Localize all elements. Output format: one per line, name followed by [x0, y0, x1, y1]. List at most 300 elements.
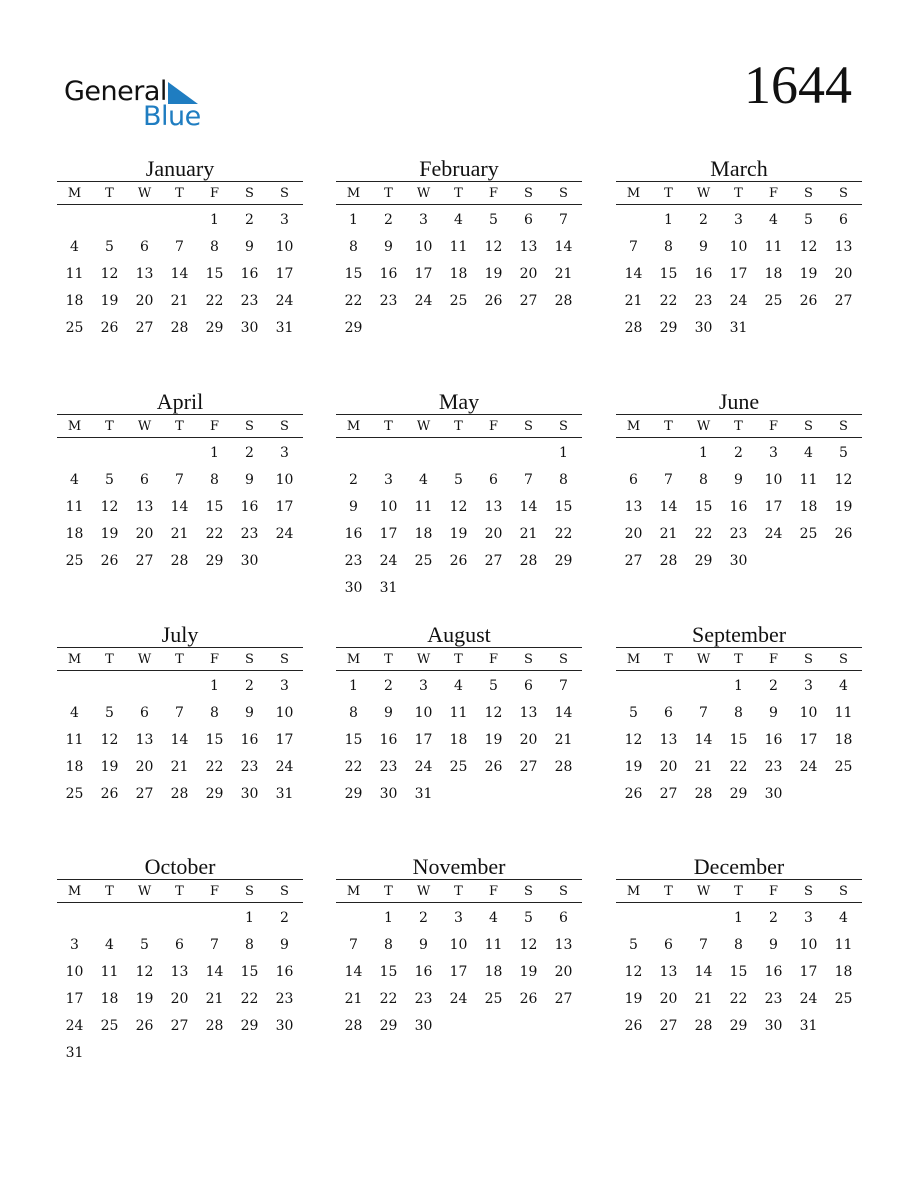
day-cell: 29 [205, 553, 224, 569]
day-cell: 25 [449, 293, 468, 309]
day-cell: 21 [659, 526, 678, 542]
empty-day-cell [616, 905, 651, 932]
day-cell: 28 [554, 293, 573, 309]
day-cell: 24 [275, 526, 294, 542]
weekday-header: W [137, 883, 152, 899]
day-cell: 12 [519, 937, 538, 953]
weekday-header-row [57, 181, 303, 205]
day-cell: 5 [105, 705, 114, 721]
weekday-header: S [839, 651, 848, 667]
weekday-header: T [384, 185, 393, 201]
day-cell: 5 [629, 705, 638, 721]
day-cell: 19 [100, 526, 119, 542]
day-cell: 14 [170, 266, 189, 282]
day-cell: 30 [414, 1018, 433, 1034]
day-cell: 1 [349, 678, 358, 694]
day-cell: 12 [624, 732, 643, 748]
month-name: November [412, 854, 506, 879]
day-cell: 21 [170, 526, 189, 542]
day-cell: 9 [384, 705, 393, 721]
day-cell: 6 [839, 212, 848, 228]
day-cell: 7 [175, 705, 184, 721]
day-cell: 2 [384, 678, 393, 694]
day-cell: 14 [694, 732, 713, 748]
day-cell: 2 [384, 212, 393, 228]
day-cell: 12 [484, 705, 503, 721]
day-cell: 15 [240, 964, 259, 980]
weekday-header-row [336, 647, 582, 671]
month-name: March [710, 156, 768, 181]
weekday-header: M [67, 883, 82, 899]
weekday-header: F [488, 651, 499, 667]
day-cell: 22 [344, 293, 363, 309]
day-cell: 23 [240, 293, 259, 309]
day-cell: 31 [414, 786, 433, 802]
day-cell: 6 [489, 472, 498, 488]
day-cell: 11 [449, 239, 468, 255]
day-cell: 22 [205, 759, 224, 775]
day-cell: 15 [729, 964, 748, 980]
day-cell: 5 [524, 910, 533, 926]
day-cell: 15 [554, 499, 573, 515]
weekday-header-row [336, 879, 582, 903]
empty-day-cell [162, 673, 197, 700]
weekday-header: S [559, 883, 568, 899]
day-cell: 25 [100, 1018, 119, 1034]
day-cell: 19 [484, 266, 503, 282]
day-cell: 11 [484, 937, 503, 953]
day-cell: 18 [100, 991, 119, 1007]
day-cell: 6 [175, 937, 184, 953]
day-cell: 11 [834, 937, 853, 953]
day-cell: 26 [624, 786, 643, 802]
day-cell: 18 [65, 293, 84, 309]
day-cell: 15 [694, 499, 713, 515]
weekday-header: W [696, 418, 711, 434]
day-cell: 18 [834, 964, 853, 980]
weekday-header: M [346, 185, 361, 201]
day-cell: 13 [659, 964, 678, 980]
day-cell: 24 [729, 293, 748, 309]
day-cell: 4 [105, 937, 114, 953]
day-cell: 21 [554, 732, 573, 748]
day-cell: 17 [764, 499, 783, 515]
day-cell: 29 [729, 1018, 748, 1034]
day-cell: 3 [280, 678, 289, 694]
day-cell: 28 [519, 553, 538, 569]
day-cell: 28 [170, 553, 189, 569]
day-cell: 22 [659, 293, 678, 309]
day-cell: 11 [414, 499, 433, 515]
day-cell: 21 [694, 759, 713, 775]
day-cell: 9 [245, 239, 254, 255]
day-cell: 10 [799, 705, 818, 721]
day-cell: 19 [484, 732, 503, 748]
month-name: October [144, 854, 216, 879]
day-grid [616, 671, 862, 808]
day-cell: 22 [554, 526, 573, 542]
day-cell: 30 [344, 580, 363, 596]
weekday-header: F [209, 651, 220, 667]
day-cell: 17 [275, 732, 294, 748]
day-cell: 14 [519, 499, 538, 515]
empty-day-cell [406, 440, 441, 467]
logo [64, 78, 214, 134]
day-cell: 2 [349, 472, 358, 488]
day-cell: 19 [100, 759, 119, 775]
weekday-header: S [559, 185, 568, 201]
day-grid [616, 903, 862, 1040]
day-cell: 23 [764, 991, 783, 1007]
day-cell: 9 [419, 937, 428, 953]
day-cell: 1 [210, 678, 219, 694]
day-cell: 23 [275, 991, 294, 1007]
empty-day-cell [651, 673, 686, 700]
day-cell: 26 [484, 293, 503, 309]
day-grid [57, 903, 303, 1067]
day-cell: 11 [449, 705, 468, 721]
day-cell: 22 [694, 526, 713, 542]
day-cell: 8 [699, 472, 708, 488]
day-cell: 21 [519, 526, 538, 542]
day-cell: 15 [379, 964, 398, 980]
empty-day-cell [92, 440, 127, 467]
day-cell: 13 [659, 732, 678, 748]
day-cell: 30 [275, 1018, 294, 1034]
day-cell: 31 [65, 1045, 84, 1061]
weekday-header: M [346, 651, 361, 667]
day-cell: 13 [135, 266, 154, 282]
day-cell: 2 [699, 212, 708, 228]
day-cell: 1 [384, 910, 393, 926]
weekday-header: F [488, 185, 499, 201]
day-cell: 14 [554, 705, 573, 721]
weekday-header: S [559, 651, 568, 667]
day-cell: 10 [275, 239, 294, 255]
weekday-header: S [280, 185, 289, 201]
month-name: January [145, 156, 215, 181]
day-cell: 24 [799, 991, 818, 1007]
day-cell: 13 [834, 239, 853, 255]
day-cell: 7 [349, 937, 358, 953]
day-cell: 21 [694, 991, 713, 1007]
day-cell: 13 [170, 964, 189, 980]
day-cell: 6 [559, 910, 568, 926]
day-cell: 7 [559, 212, 568, 228]
day-cell: 3 [804, 910, 813, 926]
day-cell: 4 [804, 445, 813, 461]
empty-day-cell [476, 440, 511, 467]
day-cell: 22 [729, 759, 748, 775]
day-cell: 6 [629, 472, 638, 488]
day-cell: 28 [170, 320, 189, 336]
weekday-header: F [768, 651, 779, 667]
day-cell: 26 [100, 553, 119, 569]
empty-day-cell [127, 905, 162, 932]
day-grid [336, 903, 582, 1040]
weekday-header: W [137, 651, 152, 667]
empty-day-cell [686, 905, 721, 932]
month-december [616, 855, 862, 1040]
weekday-header: M [626, 418, 641, 434]
day-cell: 19 [100, 293, 119, 309]
day-cell: 27 [519, 293, 538, 309]
weekday-header: T [734, 883, 743, 899]
day-cell: 24 [275, 759, 294, 775]
day-cell: 30 [240, 786, 259, 802]
day-cell: 4 [769, 212, 778, 228]
day-cell: 16 [379, 266, 398, 282]
day-cell: 29 [205, 786, 224, 802]
day-cell: 3 [804, 678, 813, 694]
day-cell: 9 [245, 705, 254, 721]
empty-day-cell [57, 905, 92, 932]
day-cell: 5 [489, 212, 498, 228]
day-cell: 17 [65, 991, 84, 1007]
day-grid [616, 438, 862, 575]
weekday-header: M [67, 185, 82, 201]
day-cell: 6 [664, 705, 673, 721]
day-cell: 11 [834, 705, 853, 721]
day-cell: 8 [384, 937, 393, 953]
weekday-header: T [664, 185, 673, 201]
day-cell: 17 [799, 732, 818, 748]
weekday-header: S [804, 883, 813, 899]
empty-day-cell [162, 440, 197, 467]
empty-day-cell [651, 440, 686, 467]
day-cell: 20 [135, 526, 154, 542]
day-cell: 29 [344, 320, 363, 336]
day-cell: 22 [240, 991, 259, 1007]
weekday-header: M [67, 418, 82, 434]
weekday-header: M [67, 651, 82, 667]
month-march [616, 157, 862, 342]
day-cell: 7 [559, 678, 568, 694]
day-cell: 16 [414, 964, 433, 980]
weekday-header: W [696, 185, 711, 201]
day-cell: 21 [170, 293, 189, 309]
weekday-header: F [488, 883, 499, 899]
weekday-header: T [734, 418, 743, 434]
day-cell: 17 [275, 499, 294, 515]
day-cell: 22 [729, 991, 748, 1007]
day-cell: 4 [419, 472, 428, 488]
day-cell: 2 [245, 212, 254, 228]
day-cell: 18 [65, 526, 84, 542]
empty-day-cell [162, 207, 197, 234]
day-cell: 16 [240, 732, 259, 748]
day-cell: 24 [799, 759, 818, 775]
day-cell: 26 [799, 293, 818, 309]
month-january [57, 157, 303, 342]
day-cell: 12 [100, 499, 119, 515]
day-cell: 18 [799, 499, 818, 515]
day-cell: 27 [624, 553, 643, 569]
day-cell: 19 [624, 991, 643, 1007]
day-cell: 5 [839, 445, 848, 461]
day-cell: 23 [240, 759, 259, 775]
weekday-header: F [768, 418, 779, 434]
day-cell: 28 [694, 1018, 713, 1034]
weekday-header-row [616, 647, 862, 671]
day-cell: 4 [454, 678, 463, 694]
day-cell: 5 [489, 678, 498, 694]
day-cell: 2 [245, 445, 254, 461]
day-cell: 17 [275, 266, 294, 282]
day-cell: 3 [419, 678, 428, 694]
day-cell: 4 [70, 705, 79, 721]
day-cell: 6 [140, 239, 149, 255]
empty-day-cell [92, 905, 127, 932]
day-cell: 27 [135, 320, 154, 336]
logo-word-blue: Blue [143, 101, 201, 132]
day-cell: 16 [275, 964, 294, 980]
day-cell: 14 [554, 239, 573, 255]
day-cell: 22 [344, 759, 363, 775]
day-cell: 5 [105, 472, 114, 488]
day-cell: 21 [554, 266, 573, 282]
day-cell: 5 [804, 212, 813, 228]
day-cell: 31 [275, 786, 294, 802]
day-cell: 1 [559, 445, 568, 461]
day-cell: 17 [414, 732, 433, 748]
weekday-header: S [524, 185, 533, 201]
weekday-header: S [245, 651, 254, 667]
weekday-header-row [57, 414, 303, 438]
day-cell: 27 [554, 991, 573, 1007]
day-cell: 13 [484, 499, 503, 515]
day-cell: 30 [240, 553, 259, 569]
day-cell: 6 [664, 937, 673, 953]
day-cell: 26 [100, 786, 119, 802]
day-cell: 16 [344, 526, 363, 542]
day-cell: 17 [414, 266, 433, 282]
day-cell: 9 [769, 705, 778, 721]
day-cell: 23 [379, 293, 398, 309]
day-cell: 4 [839, 678, 848, 694]
day-cell: 3 [454, 910, 463, 926]
day-cell: 25 [764, 293, 783, 309]
day-cell: 8 [734, 937, 743, 953]
day-cell: 27 [659, 1018, 678, 1034]
day-cell: 1 [734, 910, 743, 926]
day-cell: 1 [349, 212, 358, 228]
day-cell: 1 [245, 910, 254, 926]
day-cell: 16 [694, 266, 713, 282]
weekday-header: F [209, 185, 220, 201]
day-cell: 1 [699, 445, 708, 461]
empty-day-cell [441, 440, 476, 467]
day-cell: 10 [449, 937, 468, 953]
month-july [57, 623, 303, 808]
day-cell: 11 [764, 239, 783, 255]
day-cell: 8 [349, 239, 358, 255]
month-november [336, 855, 582, 1040]
day-grid [57, 438, 303, 575]
day-cell: 26 [519, 991, 538, 1007]
day-cell: 6 [140, 472, 149, 488]
weekday-header: S [839, 185, 848, 201]
day-cell: 3 [280, 445, 289, 461]
day-cell: 25 [834, 991, 853, 1007]
day-cell: 24 [65, 1018, 84, 1034]
day-cell: 9 [769, 937, 778, 953]
day-cell: 9 [349, 499, 358, 515]
day-cell: 23 [729, 526, 748, 542]
day-cell: 15 [205, 732, 224, 748]
day-cell: 21 [624, 293, 643, 309]
empty-day-cell [127, 207, 162, 234]
weekday-header: M [626, 651, 641, 667]
day-cell: 7 [699, 705, 708, 721]
day-cell: 13 [519, 239, 538, 255]
month-name: December [693, 854, 785, 879]
empty-day-cell [686, 673, 721, 700]
day-cell: 16 [240, 499, 259, 515]
weekday-header: S [804, 651, 813, 667]
day-cell: 16 [764, 964, 783, 980]
day-cell: 24 [414, 759, 433, 775]
day-cell: 1 [664, 212, 673, 228]
day-cell: 12 [100, 732, 119, 748]
day-cell: 14 [170, 732, 189, 748]
day-cell: 7 [629, 239, 638, 255]
day-cell: 22 [379, 991, 398, 1007]
weekday-header: T [175, 883, 184, 899]
weekday-header: S [839, 883, 848, 899]
weekday-header: M [346, 883, 361, 899]
weekday-header: M [626, 883, 641, 899]
day-cell: 25 [65, 320, 84, 336]
weekday-header: T [664, 651, 673, 667]
weekday-header-row [336, 181, 582, 205]
day-cell: 2 [769, 678, 778, 694]
day-cell: 22 [205, 526, 224, 542]
day-cell: 29 [729, 786, 748, 802]
day-cell: 10 [65, 964, 84, 980]
day-cell: 15 [205, 266, 224, 282]
day-cell: 20 [624, 526, 643, 542]
weekday-header: S [245, 883, 254, 899]
day-cell: 29 [205, 320, 224, 336]
day-cell: 23 [414, 991, 433, 1007]
day-cell: 6 [140, 705, 149, 721]
day-cell: 23 [240, 526, 259, 542]
day-cell: 29 [659, 320, 678, 336]
day-cell: 29 [344, 786, 363, 802]
weekday-header: M [626, 185, 641, 201]
day-cell: 6 [524, 212, 533, 228]
day-grid [336, 438, 582, 602]
day-cell: 18 [414, 526, 433, 542]
day-cell: 26 [449, 553, 468, 569]
month-name: April [156, 389, 204, 414]
day-cell: 18 [834, 732, 853, 748]
day-cell: 10 [275, 705, 294, 721]
month-name: June [718, 389, 760, 414]
day-cell: 17 [379, 526, 398, 542]
day-cell: 21 [170, 759, 189, 775]
weekday-header: T [175, 418, 184, 434]
weekday-header: T [105, 651, 114, 667]
day-cell: 11 [65, 266, 84, 282]
day-cell: 10 [764, 472, 783, 488]
weekday-header: S [245, 418, 254, 434]
day-cell: 18 [449, 732, 468, 748]
day-cell: 3 [769, 445, 778, 461]
day-cell: 11 [65, 499, 84, 515]
day-cell: 29 [554, 553, 573, 569]
